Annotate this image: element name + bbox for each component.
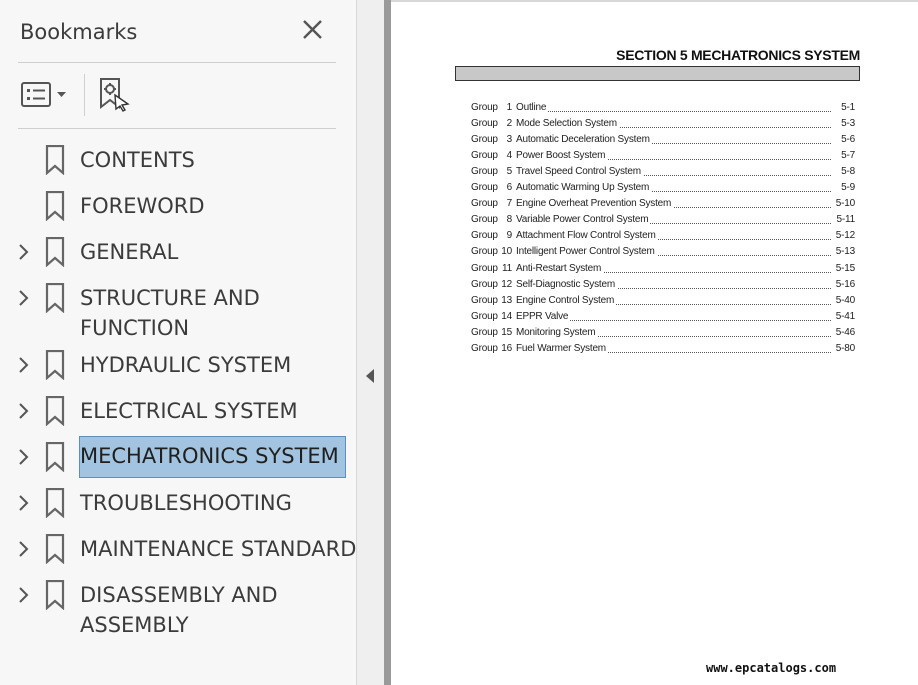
toc-entry[interactable] (471, 166, 855, 182)
toc-title: Automatic Deceleration System (516, 134, 650, 146)
toc-title: Anti-Restart System (516, 262, 602, 274)
toc-page-number: 5-1 (841, 102, 855, 113)
toc-page-number: 5-46 (835, 326, 855, 338)
toc-title: Engine Control System (516, 294, 615, 306)
close-panel-button[interactable] (299, 16, 327, 44)
toc-page-number: 5-10 (835, 198, 855, 210)
toc-title: Engine Overheat Prevention System (516, 198, 672, 210)
bookmark-label-line: ELECTRICAL SYSTEM (80, 399, 298, 423)
toc-entry[interactable] (471, 182, 855, 198)
toc-group-label: Group (471, 230, 498, 242)
chevron-right-icon (16, 401, 32, 421)
toc-page-number: 5-12 (835, 230, 855, 242)
bookmark-icon (45, 145, 65, 175)
bookmark-icon (45, 442, 65, 472)
bookmark-icon (45, 283, 65, 313)
toc-group-label: Group (471, 342, 498, 354)
expand-button[interactable] (16, 447, 32, 467)
bookmark-label (79, 436, 346, 478)
divider (18, 62, 336, 63)
toc-group-number: 7 (506, 198, 512, 210)
add-bookmark-button[interactable] (96, 76, 132, 112)
toc-title: Monitoring System (516, 326, 596, 338)
toc-entry[interactable] (471, 214, 855, 230)
toc-group-label: Group (471, 166, 498, 178)
toc-entry[interactable] (471, 150, 855, 166)
toc-entry[interactable] (471, 263, 855, 279)
bookmark-icon (45, 237, 65, 267)
chevron-right-icon (16, 355, 32, 375)
toc-title: Fuel Warmer System (516, 342, 606, 354)
toc-page-number: 5-16 (835, 278, 855, 290)
chevron-right-icon (16, 539, 32, 559)
list-options-icon (20, 80, 72, 110)
bookmark-label-line: STRUCTURE AND (80, 286, 260, 310)
expand-button[interactable] (16, 242, 32, 262)
bookmark-label (80, 237, 178, 267)
toc-group-label: Group (471, 262, 498, 274)
watermark: www.epcatalogs.com (706, 661, 837, 675)
bookmark-icon (45, 580, 65, 610)
bookmark-label-line: FOREWORD (80, 194, 205, 218)
bookmark-label (80, 396, 298, 426)
toc-group-number: 4 (506, 150, 512, 162)
toc-page-number: 5-13 (835, 246, 855, 258)
toc-group-number: 11 (502, 262, 512, 274)
panel-splitter (357, 0, 385, 685)
close-icon (299, 16, 327, 44)
bookmark-label-line: DISASSEMBLY AND (80, 583, 278, 607)
toc-group-number: 15 (501, 326, 512, 338)
toc-title: Travel Speed Control System (516, 166, 641, 178)
toc-entry[interactable] (471, 279, 855, 295)
bookmark-label (80, 580, 278, 640)
bookmark-label-line: FUNCTION (80, 316, 190, 340)
expand-button[interactable] (16, 288, 32, 308)
bookmark-icon (45, 488, 65, 518)
toc-page-number: 5-15 (835, 262, 855, 274)
toc-group-label: Group (471, 102, 498, 113)
toc-group-number: 1 (506, 102, 512, 113)
options-menu-button[interactable] (20, 80, 72, 110)
chevron-right-icon (16, 447, 32, 467)
toc-group-label: Group (471, 326, 498, 338)
toc-title: Mode Selection System (516, 118, 617, 130)
toc-entry[interactable] (471, 118, 855, 134)
toc-group-label: Group (471, 182, 498, 194)
panel-title: Bookmarks (20, 20, 138, 44)
toc-title: Variable Power Control System (516, 214, 649, 226)
section-title: SECTION 5 MECHATRONICS SYSTEM (616, 47, 860, 63)
bookmark-icon (45, 350, 65, 380)
toc-entry[interactable] (471, 327, 855, 343)
bookmark-label (80, 488, 292, 518)
toc-title: Power Boost System (516, 150, 606, 162)
toc-entry[interactable] (471, 343, 855, 359)
bookmark-label (80, 283, 260, 343)
toc-title: Intelligent Power Control System (516, 246, 655, 258)
bookmark-label-line: CONTENTS (80, 148, 195, 172)
toc-title: Self-Diagnostic System (516, 278, 615, 290)
bookmark-label-line: ASSEMBLY (80, 613, 189, 637)
toc-entry[interactable] (471, 295, 855, 311)
toc-entry[interactable] (471, 102, 855, 118)
bookmark-icon (45, 534, 65, 564)
toc-group-number: 16 (501, 342, 512, 354)
toc-group-label: Group (471, 294, 498, 306)
section-title-bar (455, 66, 860, 81)
bookmark-label (80, 191, 205, 221)
toc-group-number: 14 (501, 310, 512, 322)
toc-group-label: Group (471, 198, 498, 210)
toolbar-separator (84, 74, 85, 116)
toc-group-number: 10 (501, 246, 512, 258)
bookmark-icon (45, 191, 65, 221)
toc-group-number: 9 (506, 230, 512, 242)
toc-page-number: 5-40 (835, 294, 855, 306)
toc-group-label: Group (471, 150, 498, 162)
expand-button[interactable] (16, 493, 32, 513)
bookmark-label (80, 534, 356, 564)
chevron-right-icon (16, 242, 32, 262)
toc-group-number: 3 (506, 134, 512, 146)
bookmark-icon (45, 396, 65, 426)
bookmark-label-line: TROUBLESHOOTING (80, 491, 292, 515)
bookmark-label (80, 145, 195, 175)
bookmark-label-line: MAINTENANCE STANDARD (80, 537, 357, 561)
toc-page-number: 5-7 (841, 150, 855, 162)
expand-button[interactable] (16, 539, 32, 559)
chevron-right-icon (16, 288, 32, 308)
toc-group-label: Group (471, 246, 498, 258)
toc-page-number: 5-3 (841, 118, 855, 130)
toc-page-number: 5-6 (841, 134, 855, 146)
splitter-handle[interactable] (384, 0, 391, 685)
expand-button[interactable] (16, 585, 32, 605)
expand-button[interactable] (16, 355, 32, 375)
toc-group-number: 2 (506, 118, 512, 130)
toc-entry[interactable] (471, 311, 855, 327)
bookmark-label-line: GENERAL (80, 240, 179, 264)
toc-group-number: 12 (501, 278, 512, 290)
divider (18, 128, 336, 129)
toc-group-label: Group (471, 134, 498, 146)
toc-group-label: Group (471, 278, 498, 290)
toc-page-number: 5-8 (841, 166, 855, 178)
toc-group-label: Group (471, 118, 498, 130)
toc-group-number: 6 (506, 182, 512, 194)
toc-entry[interactable] (471, 198, 855, 214)
toc-title: Attachment Flow Control System (516, 230, 656, 242)
triangle-left-icon (364, 366, 376, 386)
page-edge (391, 0, 918, 2)
expand-button[interactable] (16, 401, 32, 421)
toc-page-number: 5-11 (836, 214, 855, 226)
toc-page-number: 5-9 (841, 182, 855, 194)
toc-group-label: Group (471, 214, 498, 226)
chevron-right-icon (16, 493, 32, 513)
toc-leader-dots (516, 111, 831, 112)
toc-page-number: 5-41 (835, 310, 855, 322)
toc-group-label: Group (471, 310, 498, 322)
bookmark-label-line: HYDRAULIC SYSTEM (80, 353, 292, 377)
add-bookmark-icon (96, 76, 132, 112)
toc-group-number: 8 (506, 214, 512, 226)
toc-page-number: 5-80 (835, 342, 855, 354)
bookmark-label (80, 350, 291, 380)
collapse-panel-button[interactable] (364, 366, 376, 386)
toc-entry[interactable] (471, 230, 855, 246)
toc-entry[interactable] (471, 246, 855, 262)
toc-title: Outline (516, 102, 547, 113)
bookmarks-panel (0, 0, 357, 685)
toc-group-number: 13 (501, 294, 512, 306)
toc-title: EPPR Valve (516, 310, 569, 322)
toc-title: Automatic Warming Up System (516, 182, 650, 194)
bookmark-label-line: MECHATRONICS SYSTEM (80, 444, 339, 468)
toc-group-number: 5 (506, 166, 512, 178)
chevron-right-icon (16, 585, 32, 605)
toc-entry[interactable] (471, 134, 855, 150)
